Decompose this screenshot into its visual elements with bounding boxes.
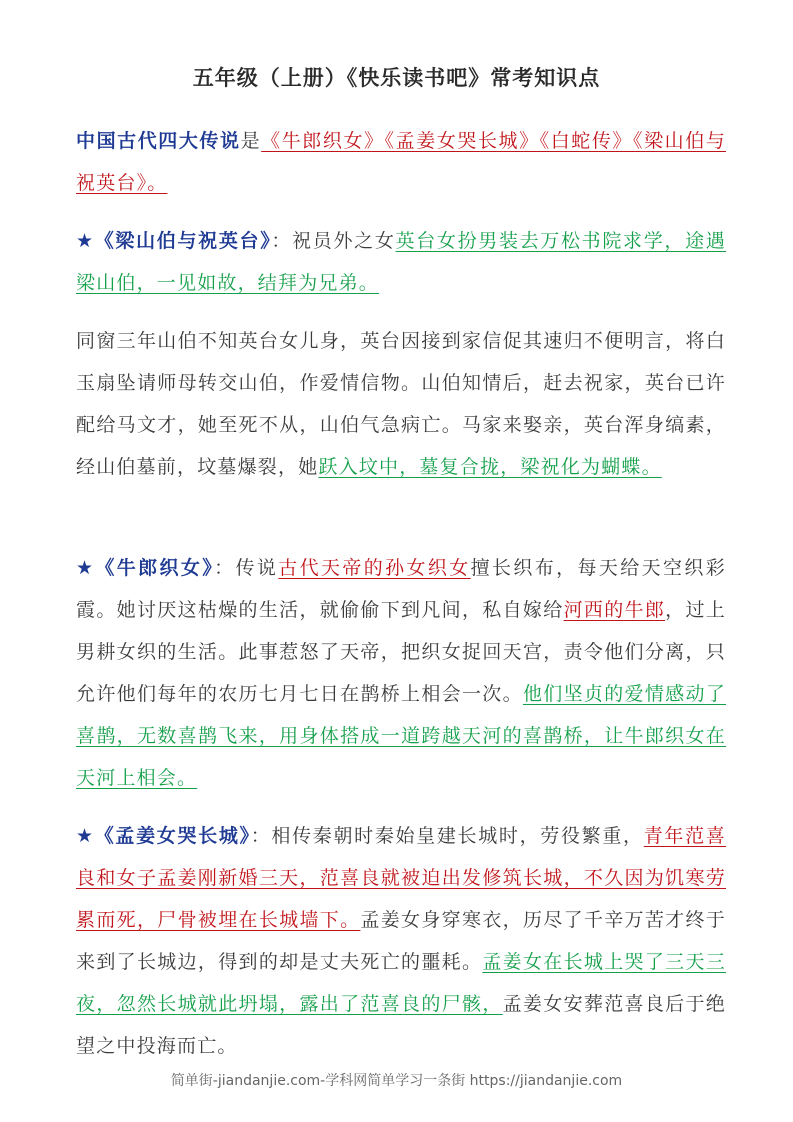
mengjiang-text-1: 相传秦朝时秦始皇建长城时，劳役繁重，: [271, 825, 644, 847]
niulang-text-1: 传说: [235, 557, 279, 579]
intro-lead: 中国古代四大传说: [76, 130, 241, 152]
intro-connector: 是: [240, 130, 262, 152]
niulang-text-2: 擅长织布，每天给天空织彩霞。她讨厌这枯燥的生活，就偷偷下到凡间，私自嫁给: [76, 557, 726, 621]
niulang-colon: ：: [214, 557, 236, 579]
niulang-red-1: 古代天帝的孙女织女: [278, 557, 471, 579]
mengjiang-heading: ★《孟姜女哭长城》: [76, 825, 251, 847]
liangzhu-text-1: 祝员外之女: [292, 230, 396, 252]
mengjiang-colon: ：: [250, 825, 272, 847]
mengjiang-green-1: 孟姜女在长城上哭了三天三夜，忽然长城就此坍塌，露出了范喜良的尸骸，: [76, 951, 726, 1015]
mengjiang-text-3: 孟姜女安葬范喜良后于绝望之中投海而亡。: [76, 993, 727, 1057]
mengjiang-red-1: 青年范喜良和女子孟姜刚新婚三天，范喜良就被迫出发修筑长城，不久因为饥寒劳累而死，尸骨被埋在长城墙下。: [76, 825, 726, 931]
niulang-heading: ★《牛郎织女》: [76, 557, 215, 579]
intro-paragraph: [76, 120, 726, 204]
intro-list: 《牛郎织女》《孟姜女哭长城》《白蛇传》《梁山伯与祝英台》。: [76, 130, 726, 194]
liangzhu-green-2: 跃入坟中，墓复合拢，梁祝化为蝴蝶。: [318, 456, 662, 478]
footer-watermark: 简单街-jiandanjie.com-学科网简单学习一条街 https://jiandanjie.com: [170, 1073, 623, 1089]
liangzhu-colon: ：: [271, 230, 293, 252]
liangzhu-heading: ★《梁山伯与祝英台》: [76, 230, 272, 252]
liangzhu-text-2: 同窗三年山伯不知英台女儿身，英台因接到家信促其速归不便明言，将白玉扇坠请师母转交山伯，作爱情信物。山伯知情后，赶去祝家，英台已许配给马文才，她至死不从，山伯气急病亡。马家来娶亲，英台浑身缟素，经山伯墓前，坟墓爆裂，她: [76, 330, 726, 478]
page-title: 五年级（上册）《快乐读书吧》常考知识点: [192, 66, 601, 90]
liangzhu-green-1: 英台女扮男装去万松书院求学，途遇梁山伯，一见如故，结拜为兄弟。: [76, 230, 726, 294]
niulang-section: [76, 547, 726, 799]
liangzhu-section: [76, 220, 726, 304]
mengjiang-text-2: 孟姜女身穿寒衣，历尽了千辛万苦才终于来到了长城边，得到的却是丈夫死亡的噩耗。: [76, 909, 726, 973]
liangzhu-continued: [76, 320, 726, 488]
mengjiang-section: [76, 815, 726, 1067]
niulang-green-1: 他们坚贞的爱情感动了喜鹊，无数喜鹊飞来，用身体搭成一道跨越天河的喜鹊桥，让牛郎织女在天河上相会。: [76, 683, 726, 789]
niulang-text-3: ，过上男耕女织的生活。此事惹怒了天帝，把织女捉回天宫，责令他们分离，只允许他们每年的农历七月七日在鹊桥上相会一次。: [76, 599, 726, 705]
niulang-red-2: 河西的牛郎: [563, 599, 666, 621]
